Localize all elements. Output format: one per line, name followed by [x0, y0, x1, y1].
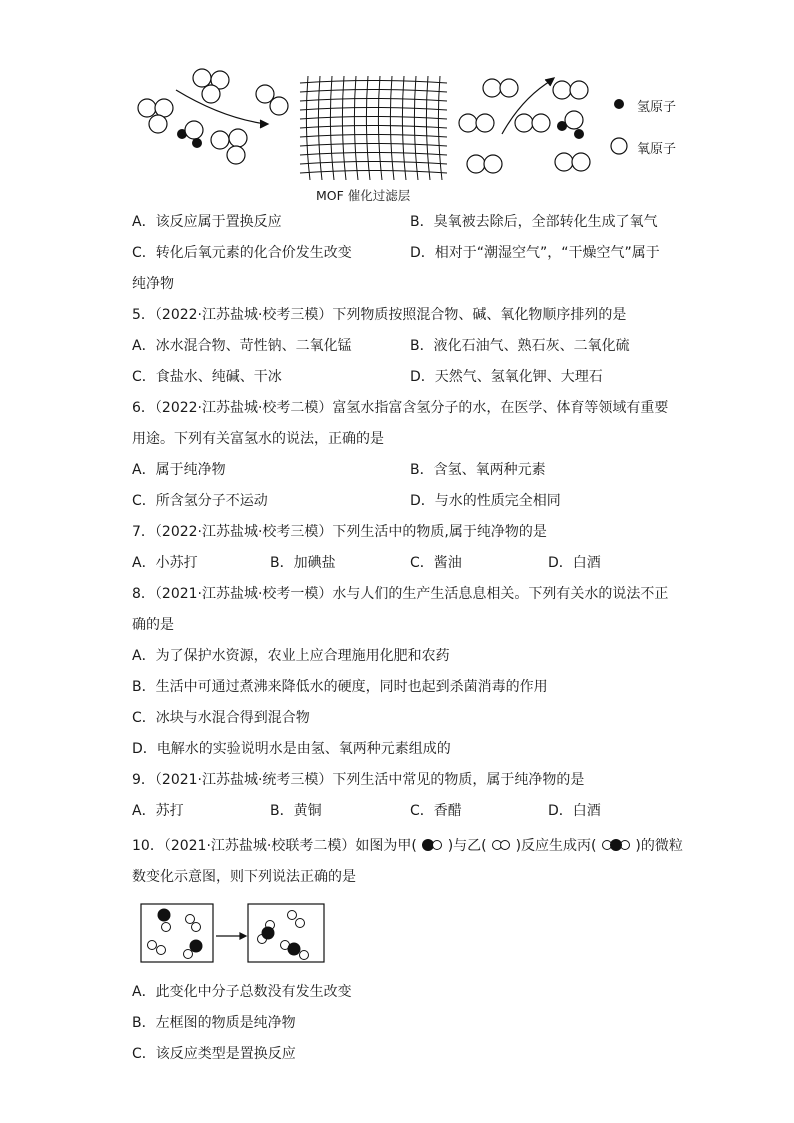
- oxygen-molecule: [515, 114, 550, 132]
- q4-option-d-continued: 纯净物: [132, 276, 174, 292]
- q5-option-b: B．液化石油气、熟石灰、二氧化硫: [410, 338, 630, 354]
- left-frame: [141, 904, 213, 962]
- q4-option-d: D．相对于“潮湿空气”，“干燥空气”属于: [410, 245, 660, 261]
- legend-hydrogen-label: 氢原子: [637, 100, 677, 115]
- oxygen-molecule: [256, 85, 288, 115]
- q8-stem-line1: 8．（2021·江苏盐城·校考一模）水与人们的生产生活息息相关。下列有关水的说法不正: [132, 586, 669, 602]
- reaction-figure: [132, 68, 692, 208]
- q6-stem-line1: 6．（2022·江苏盐城·校考二模）富氢水指富含氢分子的水，在医学、体育等领域有重要: [132, 400, 669, 416]
- water-molecule: [177, 121, 203, 148]
- water-molecule: [557, 111, 584, 139]
- mof-filter-diagram: [132, 68, 692, 188]
- q8-option-c: C．冰块与水混合得到混合物: [132, 710, 310, 726]
- q5-option-c: C．食盐水、纯碱、干冰: [132, 369, 282, 385]
- q10-option-b: B．左框图的物质是纯净物: [132, 1015, 296, 1031]
- ozone-molecule: [211, 129, 247, 164]
- oxygen-molecule: [459, 114, 494, 132]
- molecule-yi-icon: [491, 838, 511, 852]
- q10-reaction-diagram: [140, 903, 330, 971]
- q9-option-d: D．白酒: [548, 803, 601, 819]
- q8-option-a: A．为了保护水资源，农业上应合理施用化肥和农药: [132, 648, 450, 664]
- mof-filter-grid: [300, 76, 447, 180]
- hydrogen-legend-icon: [614, 99, 624, 109]
- q6-option-d: D．与水的性质完全相同: [410, 493, 561, 509]
- q7-option-c: C．酱油: [410, 555, 462, 571]
- q7-option-a: A．小苏打: [132, 555, 198, 571]
- q10-stem-part-d: )的微粒: [635, 838, 683, 854]
- molecule-bing-icon: [601, 838, 631, 852]
- q4-option-b: B．臭氧被去除后，全部转化生成了氧气: [410, 214, 658, 230]
- q10-stem-part-a: 10．（2021·江苏盐城·校联考二模）如图为甲(: [132, 838, 417, 854]
- molecule-jia-icon: [421, 838, 443, 852]
- q8-option-d: D．电解水的实验说明水是由氢、氧两种元素组成的: [132, 741, 451, 757]
- q9-option-c: C．香醋: [410, 803, 462, 819]
- q6-stem-line2: 用途。下列有关富氢水的说法，正确的是: [132, 431, 384, 447]
- q8-option-b: B．生活中可通过煮沸来降低水的硬度，同时也起到杀菌消毒的作用: [132, 679, 548, 695]
- figure-caption: MOF 催化过滤层: [316, 188, 411, 203]
- reaction-arrow: [216, 933, 246, 939]
- q5-option-a: A．冰水混合物、苛性钠、二氧化锰: [132, 338, 352, 354]
- q6-option-b: B．含氢、氧两种元素: [410, 462, 546, 478]
- oxygen-molecule: [555, 153, 590, 171]
- right-frame: [248, 904, 324, 962]
- q7-option-d: D．白酒: [548, 555, 601, 571]
- q9-option-a: A．苏打: [132, 803, 184, 819]
- q7-stem: 7．（2022·江苏盐城·校考三模）下列生活中的物质,属于纯净物的是: [132, 524, 547, 540]
- q6-option-c: C．所含氢分子不运动: [132, 493, 268, 509]
- oxygen-molecule: [483, 79, 518, 97]
- q4-option-c: C．转化后氧元素的化合价发生改变: [132, 245, 352, 261]
- q10-stem-part-b: )与乙(: [447, 838, 487, 854]
- q7-option-b: B．加碘盐: [270, 555, 336, 571]
- oxygen-molecule: [553, 81, 588, 99]
- q8-stem-line2: 确的是: [132, 617, 174, 633]
- q5-option-d: D．天然气、氢氧化钾、大理石: [410, 369, 603, 385]
- q9-stem: 9．（2021·江苏盐城·统考三模）下列生活中常见的物质，属于纯净物的是: [132, 772, 585, 788]
- q5-stem: 5．（2022·江苏盐城·校考三模）下列物质按照混合物、碱、氧化物顺序排列的是: [132, 307, 627, 323]
- q6-option-a: A．属于纯净物: [132, 462, 226, 478]
- q10-stem-part-c: )反应生成丙(: [515, 838, 597, 854]
- q4-option-a: A．该反应属于置换反应: [132, 214, 282, 230]
- q10-option-c: C．该反应类型是置换反应: [132, 1046, 296, 1062]
- q10-stem-line2: 数变化示意图，则下列说法正确的是: [132, 869, 356, 885]
- ozone-molecule: [138, 99, 173, 133]
- ozone-molecule: [193, 69, 229, 103]
- oxygen-molecule: [467, 155, 502, 173]
- q10-option-a: A．此变化中分子总数没有发生改变: [132, 984, 352, 1000]
- legend-oxygen-label: 氧原子: [637, 142, 677, 157]
- q9-option-b: B．黄铜: [270, 803, 322, 819]
- particle-change-diagram: [140, 903, 330, 967]
- oxygen-legend-icon: [611, 138, 627, 154]
- q10-stem-line1: [132, 836, 683, 856]
